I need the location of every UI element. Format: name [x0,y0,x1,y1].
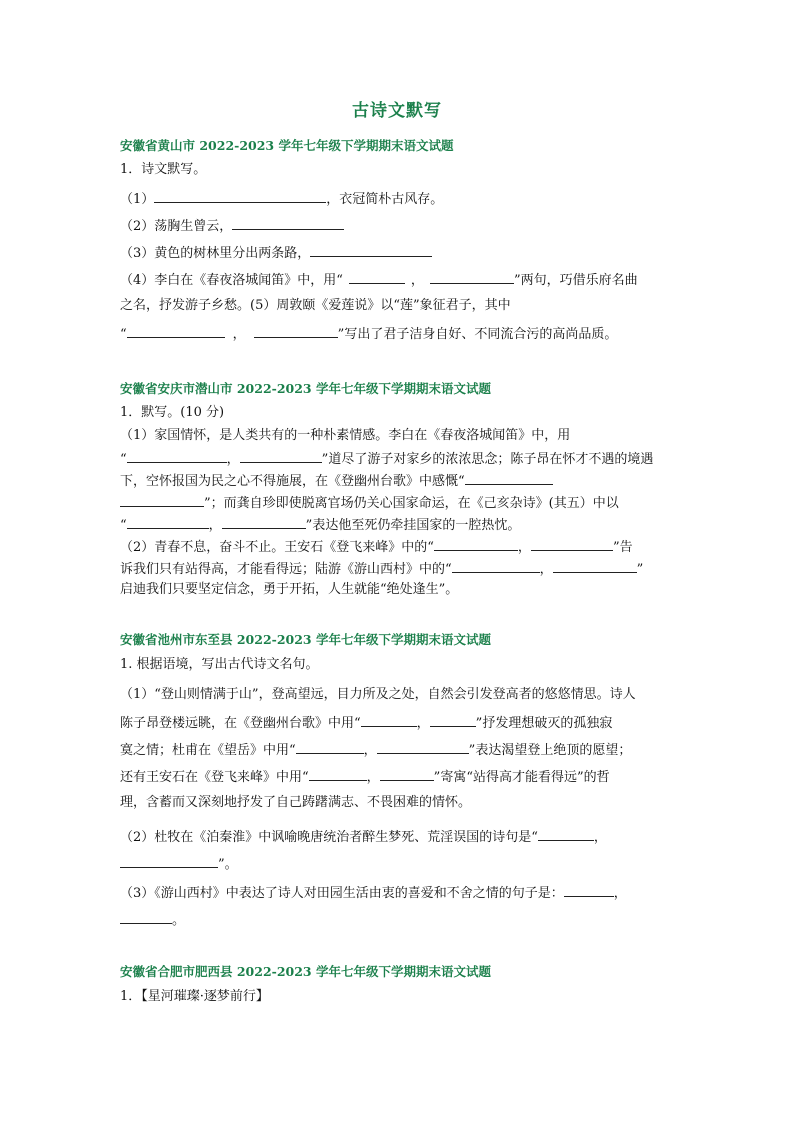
s3-line-1: （1）“登山则情满于山”，登高望远，目力所及之处，自然会引发登高者的悠悠情思。诗人 [120,687,636,702]
s3-line-9: 。 [120,911,185,929]
s1-line-1: （1） ，衣冠简朴古风存。 [120,192,444,207]
s1-line-3: （3）黄色的树林里分出两条路， [120,244,432,262]
answer-blank[interactable] [310,244,432,257]
section-heading-3: 安徽省池州市东至县 2022-2023 学年七年级下学期期末语文试题 [120,632,491,647]
answer-blank[interactable] [154,190,326,203]
s3-line-2: 陈子昂登楼远眺，在《登幽州台歌》中用“ ， ”抒发理想破灭的孤独寂 [120,716,613,731]
answer-blank[interactable] [361,714,417,727]
s1-line-4: （4）李白在《春夜洛城闻笛》中，用“ ， ”两句，巧借乐府名曲 [120,273,638,288]
s2-line-2: “ ， ”道尽了游子对家乡的浓浓思念；陈子昂在怀才不遇的境遇 [120,452,654,467]
answer-blank[interactable] [531,538,613,551]
section-heading-4: 安徽省合肥市肥西县 2022-2023 学年七年级下学期期末语文试题 [120,964,491,979]
answer-blank[interactable] [553,560,637,573]
s2-line-5: “ ， ”表达他至死仍牵挂国家的一腔热忱。 [120,518,521,533]
answer-blank[interactable] [296,741,364,754]
s3-line-4: 还有王安石在《登飞来峰》中用“ ， ”寄寓“站得高才能看得远”的哲 [120,770,610,785]
s3-line-7: ”。 [120,855,238,873]
s3-line-3: 寞之情；杜甫在《望岳》中用“ ， ”表达渴望登上绝顶的愿望； [120,743,632,758]
answer-blank[interactable] [120,911,172,924]
answer-blank[interactable] [120,855,218,868]
answer-blank[interactable] [349,271,405,284]
s2-line-8: 启迪我们只要坚定信念，勇于开拓，人生就能“绝处逢生”。 [120,582,459,597]
s2-line-1: （1）家国情怀，是人类共有的一种朴素情感。李白在《春夜洛城闻笛》中，用 [120,428,571,443]
answer-blank[interactable] [309,768,367,781]
s2-line-6: （2）青春不息，奋斗不止。王安石《登飞来峰》中的“ ， ”告 [120,540,633,555]
answer-blank[interactable] [434,538,518,551]
answer-blank[interactable] [127,325,225,338]
question-1-label: 1．诗文默写。 [120,162,207,177]
s1-line-6: “ ， ”写出了君子洁身自好、不同流合污的高尚品质。 [120,327,618,342]
answer-blank[interactable] [120,494,204,507]
answer-blank[interactable] [222,516,306,529]
answer-blank[interactable] [465,472,553,485]
answer-blank[interactable] [254,325,338,338]
question-1-label: 1. 根据语境，写出古代诗文名句。 [120,657,319,672]
question-1-label: 1．【星河璀璨·逐梦前行】 [120,989,269,1004]
section-heading-2: 安徽省安庆市潜山市 2022-2023 学年七年级下学期期末语文试题 [120,381,491,396]
s2-line-7: 诉我们只有站得高，才能看得远；陆游《游山西村》中的“ ， ” [120,562,644,577]
answer-blank[interactable] [127,516,209,529]
s2-line-3: 下，空怀报国为民之心不得施展，在《登幽州台歌》中感慨“ [120,472,553,490]
answer-blank[interactable] [240,450,322,463]
answer-blank[interactable] [538,828,594,841]
answer-blank[interactable] [430,714,476,727]
answer-blank[interactable] [380,768,434,781]
s3-line-6: （2）杜牧在《泊秦淮》中讽喻晚唐统治者醉生梦死、荒淫误国的诗句是“ ， [120,830,607,845]
answer-blank[interactable] [430,271,514,284]
s3-line-5: 理，含蓄而又深刻地抒发了自己踌躇满志、不畏困难的情怀。 [120,795,472,810]
s1-line-5: 之名，抒发游子乡愁。(5）周敦颐《爱莲说》以“莲”象征君子，其中 [120,298,511,313]
question-1-label: 1．默写。(10 分) [120,405,225,420]
s3-line-8: （3）《游山西村》中表达了诗人对田园生活由衷的喜爱和不舍之情的句子是： ， [120,886,627,901]
page-title: 古诗文默写 [352,101,442,121]
answer-blank[interactable] [564,884,614,897]
answer-blank[interactable] [127,450,227,463]
answer-blank[interactable] [377,741,469,754]
section-heading-1: 安徽省黄山市 2022-2023 学年七年级下学期期末语文试题 [120,138,454,153]
s2-line-4: ”；而龚自珍即使脱离官场仍关心国家命运，在《己亥杂诗》(其五）中以 [120,494,619,512]
answer-blank[interactable] [452,560,540,573]
answer-blank[interactable] [232,217,344,230]
s1-line-2: （2）荡胸生曾云， [120,217,344,235]
